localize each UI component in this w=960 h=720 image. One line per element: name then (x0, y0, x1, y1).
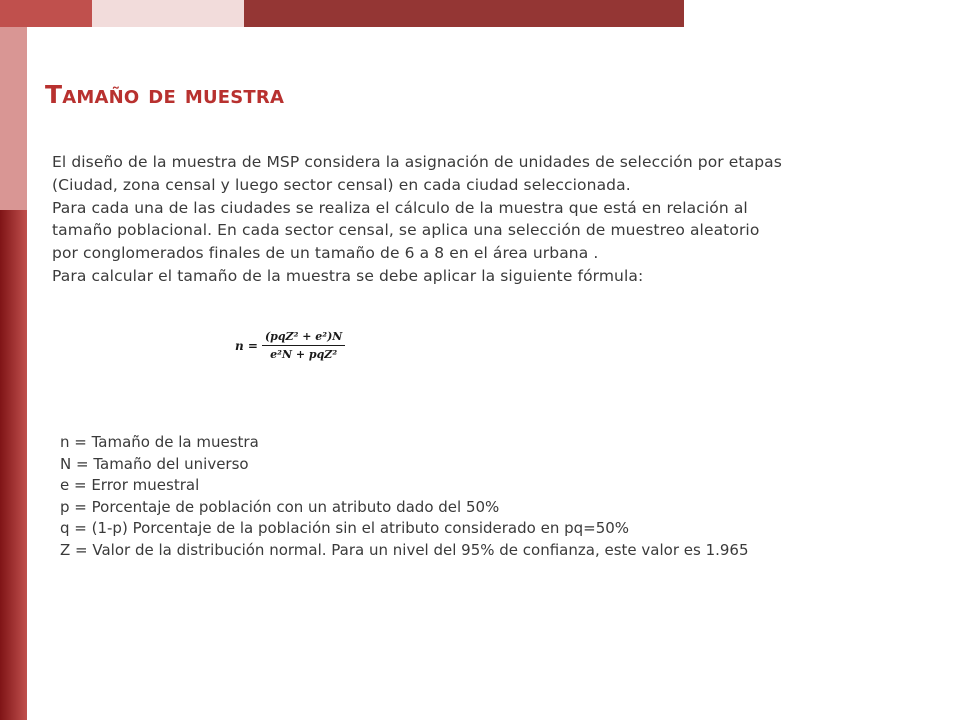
intro-paragraph (52, 151, 912, 288)
top-decor-bar-pink (92, 0, 244, 27)
slide-title: Tamaño de muestra (45, 80, 285, 109)
paragraph-line: tamaño poblacional. En cada sector censal, se aplica una selección de muestreo aleatorio (52, 221, 760, 240)
top-decor-bar-red (0, 0, 92, 27)
variable-definitions (60, 432, 920, 562)
formula-lhs: n = (235, 338, 258, 353)
left-decor-bar-dark (0, 210, 27, 720)
top-decor-bar-dark (244, 0, 684, 27)
fraction-bar (262, 345, 345, 346)
definition-item: N = Tamaño del universo (60, 454, 249, 473)
left-decor-bar-light (0, 27, 27, 210)
paragraph-line: Para calcular el tamaño de la muestra se debe aplicar la siguiente fórmula: (52, 266, 644, 285)
paragraph-line: por conglomerados finales de un tamaño de 6 a 8 en el área urbana . (52, 244, 599, 263)
paragraph-line: Para cada una de las ciudades se realiza el cálculo de la muestra que está en relación al (52, 198, 748, 217)
sample-size-formula (235, 330, 345, 361)
definition-item: Z = Valor de la distribución normal. Para un nivel del 95% de confianza, este valor es 1.965 (60, 540, 749, 559)
paragraph-line: (Ciudad, zona censal y luego sector censal) en cada ciudad seleccionada. (52, 175, 631, 194)
definition-item: e = Error muestral (60, 476, 200, 495)
definition-item: n = Tamaño de la muestra (60, 433, 259, 451)
formula-numerator: (pqZ² + e²)N (264, 330, 343, 343)
definition-item: q = (1-p) Porcentaje de la población sin el atributo considerado en pq=50% (60, 519, 630, 538)
definition-item: p = Porcentaje de población con un atributo dado del 50% (60, 497, 500, 516)
formula-denominator: e²N + pqZ² (270, 348, 338, 361)
paragraph-line: El diseño de la muestra de MSP considera la asignación de unidades de selección por etapas (52, 153, 782, 171)
formula-fraction (262, 330, 345, 361)
